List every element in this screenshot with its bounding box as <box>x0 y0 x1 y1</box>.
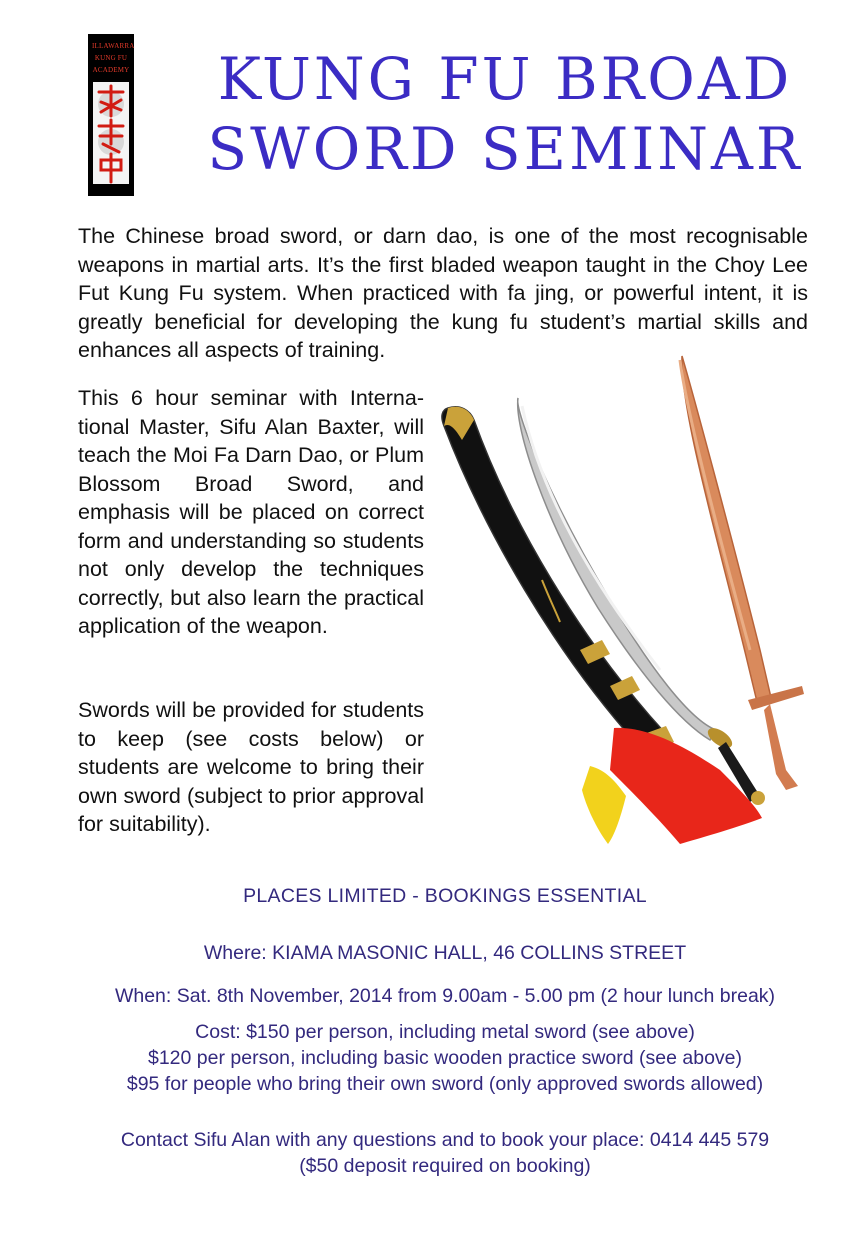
swords-photo <box>430 350 830 850</box>
event-date-time: When: Sat. 8th November, 2014 from 9.00am - 5.00 pm (2 hour lunch break) <box>114 985 776 1007</box>
logo-emblem-icon <box>93 82 129 184</box>
logo-line-1: ILLAWARRA <box>92 42 135 50</box>
seminar-description-paragraph: This 6 hour seminar with International Master, Sifu Alan Baxter, will teach the Moi Fa Darn Dao, or Plum Blossom Broad Sword, and emphasis will be placed on correct form and understanding so students not only develop the techniques correctly, but also learn the practical application of the weapon. <box>78 386 424 638</box>
cost-metal-sword: Cost: $150 per person, including metal sword (see above) <box>195 1021 695 1043</box>
event-costs <box>40 1019 850 1097</box>
scabbard-icon <box>442 407 674 752</box>
places-limited-notice: PLACES LIMITED - BOOKINGS ESSENTIAL <box>243 885 647 907</box>
contact-info <box>40 1127 850 1179</box>
swords-provided-paragraph: Swords will be provided for students to keep (see costs below) or students are welcome to bring their own sword (subject to prior approval for suitability). <box>78 698 424 836</box>
deposit-note: ($50 deposit required on booking) <box>299 1155 591 1177</box>
calligraphy-emblem-icon <box>93 82 129 184</box>
event-location: Where: KIAMA MASONIC HALL, 46 COLLINS STREET <box>203 942 687 964</box>
tassel-icon <box>582 728 762 844</box>
intro-paragraph: The Chinese broad sword, or darn dao, is one of the most recognisable weapons in martial arts. It’s the first bladed weapon taught in the Choy Lee Fut Kung Fu system. When practiced with fa jing, or powerful intent, it is greatly beneficial for developing the kung fu student’s martial skills and enhances all aspects of training. <box>78 224 808 362</box>
logo-line-2: KUNG FU <box>94 54 128 62</box>
contact-phone-line: Contact Sifu Alan with any questions and to book your place: 0414 445 579 <box>120 1129 770 1151</box>
academy-logo <box>88 34 134 196</box>
title-line-1: KUNG FU BROAD <box>217 45 793 113</box>
cost-wooden-sword: $120 per person, including basic wooden practice sword (see above) <box>147 1047 743 1069</box>
logo-line-3: ACADEMY <box>92 66 130 74</box>
title-line-2: SWORD SEMINAR <box>207 115 803 183</box>
page-title <box>160 44 850 184</box>
cost-own-sword: $95 for people who bring their own sword (only approved swords allowed) <box>126 1073 764 1095</box>
logo-text <box>92 40 135 76</box>
